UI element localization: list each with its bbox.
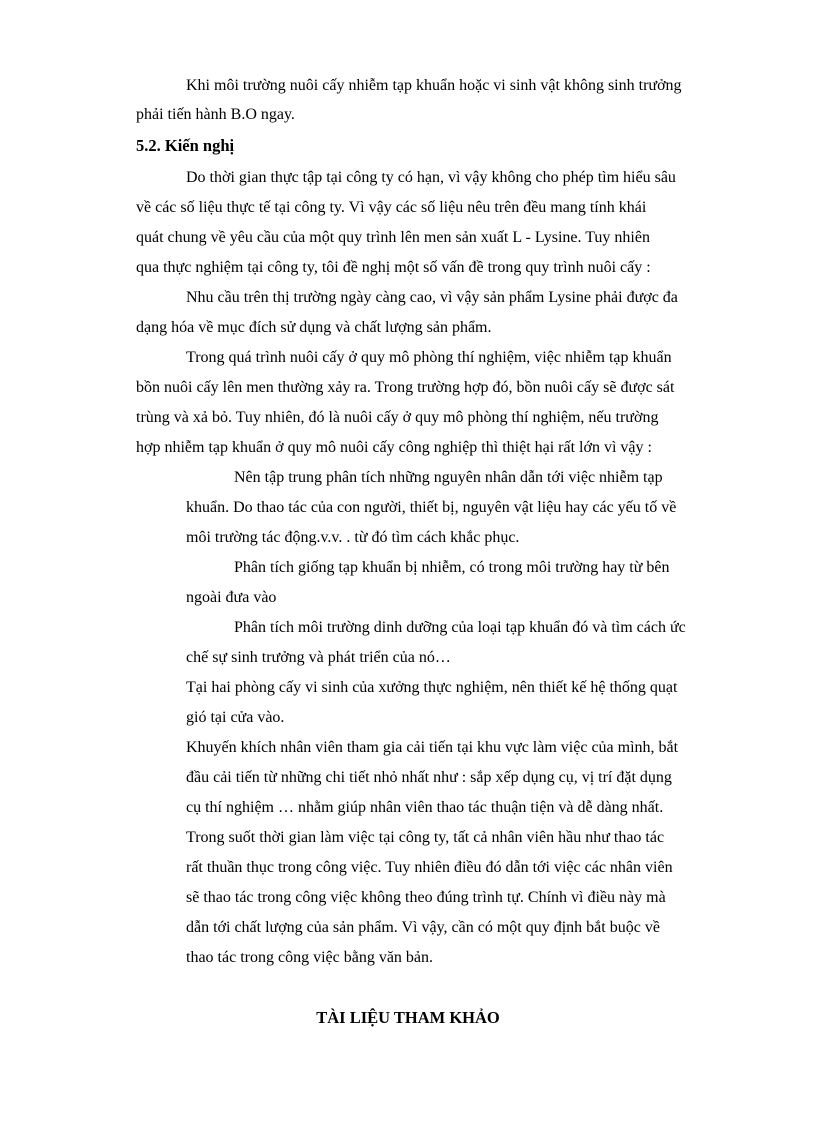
paragraph-line: cụ thí nghiệm … nhằm giúp nhân viên thao tác thuận tiện và dễ dàng nhất. (186, 799, 664, 816)
paragraph-line: chế sự sinh trưởng và phát triển của nó… (186, 649, 451, 666)
paragraph-line: trùng và xả bỏ. Tuy nhiên, đó là nuôi cấy ở quy mô phòng thí nghiệm, nếu trường (136, 409, 659, 426)
paragraph-line: thao tác trong công việc bằng văn bản. (186, 949, 434, 966)
paragraph-line: Trong quá trình nuôi cấy ở quy mô phòng thí nghiệm, việc nhiễm tạp khuẩn (186, 349, 672, 366)
paragraph-line: về các số liệu thực tế tại công ty. Vì vậy các số liệu nêu trên đều mang tính khái (136, 199, 647, 216)
paragraph-line: Khuyến khích nhân viên tham gia cải tiến tại khu vực làm việc của mình, bắt (186, 739, 679, 756)
paragraph-line: Trong suốt thời gian làm việc tại công ty, tất cả nhân viên hầu như thao tác (186, 829, 665, 846)
paragraph-line: đầu cải tiến từ những chi tiết nhỏ nhất như : sắp xếp dụng cụ, vị trí đặt dụng (186, 769, 672, 786)
paragraph-line: Nhu cầu trên thị trường ngày càng cao, vì vậy sản phẩm Lysine phải được đa (186, 289, 678, 306)
paragraph-line: Phân tích giống tạp khuẩn bị nhiễm, có trong môi trường hay từ bên (234, 559, 670, 576)
paragraph-line: gió tại cửa vào. (186, 709, 285, 726)
paragraph-line: dẫn tới chất lượng của sản phẩm. Vì vậy, cần có một quy định bắt buộc về (186, 919, 660, 936)
paragraph-line: Nên tập trung phân tích những nguyên nhân dẫn tới việc nhiễm tạp (234, 469, 663, 486)
paragraph-line: Khi môi trường nuôi cấy nhiễm tạp khuẩn hoặc vi sinh vật không sinh trưởng (186, 77, 682, 94)
paragraph-line: phải tiến hành B.O ngay. (136, 106, 295, 123)
paragraph-line: Do thời gian thực tập tại công ty có hạn, vì vậy không cho phép tìm hiểu sâu (186, 169, 676, 186)
paragraph-line: dạng hóa về mục đích sử dụng và chất lượng sản phẩm. (136, 319, 492, 336)
paragraph-line: khuẩn. Do thao tác của con người, thiết bị, nguyên vật liệu hay các yếu tố về (186, 499, 677, 516)
paragraph-line: Tại hai phòng cấy vi sinh của xưởng thực nghiệm, nên thiết kế hệ thống quạt (186, 679, 678, 696)
paragraph-line: bồn nuôi cấy lên men thường xảy ra. Trong trường hợp đó, bồn nuôi cấy sẽ được sát (136, 379, 675, 396)
references-title: TÀI LIỆU THAM KHẢO (316, 1008, 500, 1027)
paragraph-line: rất thuần thục trong công việc. Tuy nhiên điều đó dẫn tới việc các nhân viên (186, 859, 673, 876)
paragraph-line: quát chung về yêu cầu của một quy trình lên men sản xuất L - Lysine. Tuy nhiên (136, 229, 650, 246)
paragraph-line: sẽ thao tác trong công việc không theo đúng trình tự. Chính vì điều này mà (186, 889, 666, 906)
paragraph-line: qua thực nghiệm tại công ty, tôi đề nghị một số vấn đề trong quy trình nuôi cấy : (136, 259, 651, 276)
paragraph-line: Phân tích môi trường dinh dưỡng của loại tạp khuẩn đó và tìm cách ức (234, 619, 686, 636)
paragraph-line: ngoài đưa vào (186, 589, 277, 606)
section-heading: 5.2. Kiến nghị (136, 136, 235, 155)
paragraph-line: môi trường tác động.v.v. . từ đó tìm cách khắc phục. (186, 529, 520, 546)
paragraph-line: hợp nhiễm tạp khuẩn ở quy mô nuôi cấy công nghiệp thì thiệt hại rất lớn vì vậy : (136, 439, 652, 456)
